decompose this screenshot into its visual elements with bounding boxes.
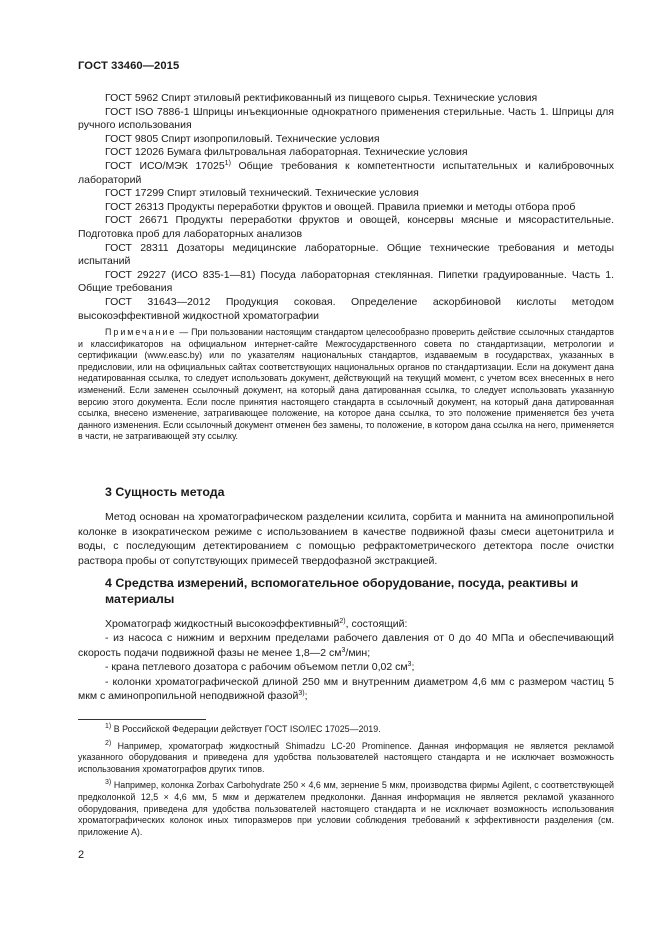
section-3-heading: 3 Сущность метода <box>105 485 225 499</box>
page-number: 2 <box>78 849 85 861</box>
unit-superscript: 3 <box>407 661 412 669</box>
section-3-body <box>78 510 614 568</box>
reference-title: Общие требования к компетентности испытательных и калибровочных лабораторий <box>78 159 614 186</box>
section-4-body <box>78 617 614 703</box>
note-block <box>78 327 614 443</box>
footnote-mark: 2) <box>105 739 112 747</box>
reference-item: ГОСТ 12026 Бумага фильтровальная лабораторная. Технические условия <box>105 146 468 159</box>
footnote-ref: 3) <box>298 690 305 698</box>
section-4-heading: 4 Средства измерений, вспомогательное оборудование, посуда, реактивы и материалы <box>105 576 579 606</box>
footnote-ref: 2) <box>339 618 346 625</box>
section-3-text: Метод основан на хроматографическом разделении ксилита, сорбита и маннита на аминопропильной колонке в изократическом режиме с использованием в качестве подвижной фазы смеси ацетонитрила и воды, с последующим детектированием с помощью рефрактометрического детектора после очистки раствора пробы от сопутствующих примесей твердофазной экстракцией. <box>78 511 614 567</box>
list-item: - колонки хроматографической длиной 250 мм и внутренним диаметром 4,6 мм с размером частиц 5 мкм с аминопропильной неподвижной фазой$^{3)}$; <box>78 675 614 703</box>
reference-code: ГОСТ ИСО/МЭК 17025 <box>105 159 225 172</box>
reference-item: ГОСТ 26671 Продукты переработки фруктов и овощей, консервы мясные и мясорастительные. Подготовка проб для лабораторных анализов <box>78 214 614 240</box>
reference-item: ГОСТ ISO 7886-1 Шприцы инъекционные однократного применения стерильные. Часть 1. Шприцы для ручного использования <box>78 105 614 132</box>
reference-item: ГОСТ 17299 Спирт этиловый технический. Технические условия <box>105 187 419 200</box>
footnote-ref: 1) <box>224 159 231 167</box>
document-header: ГОСТ 33460—2015 <box>78 60 180 72</box>
footnote: $^{1)}$ В Российской Федерации действует ГОСТ ISO/IEC 17025—2019. <box>105 723 381 734</box>
footnotes <box>78 724 614 843</box>
unit-superscript: 3 <box>341 646 346 654</box>
reference-item: ГОСТ 29227 (ИСО 835-1—81) Посуда лабораторная стеклянная. Пипетки градуированные. Часть 1. Общие требования <box>78 268 614 295</box>
note-text: — При пользовании настоящим стандартом целесообразно проверить действие ссылочных стандартов и классификаторов на официальном интернет-сайте Межгосударственного совета по стандартизации, метрологии и сертификации (www.easc.by) или по указателям национальных стандартов, издаваемым в государствах, указанных в предисловии, или на официальных сайтах соответствующих национальных органов по стандартизации. Если на документ дана недатированная ссылка, то следует использовать документ, действующий на текущий момент, с учетом всех внесенных в него изменений. Если заменен ссылочный документ, на который дана датированная ссылка, то следует использовать указанную версию этого документа. Если после принятия настоящего стандарта в ссылочный документ, на который дана датированная ссылка, внесено изменение, затрагивающее положение, на которое дана ссылка, то это положение применяется без учета данного изменения. Если ссылочный документ отменен без замены, то положение, в котором дана ссылка на него, применяется в части, не затрагивающей эту ссылку. <box>78 327 614 442</box>
footnote-mark: 1) <box>105 723 112 730</box>
section-4-intro: Хроматограф жидкостный высокоэффективный$^{2)}$, состоящий: <box>105 618 408 630</box>
footnote: $^{2)}$ Например, хроматограф жидкостный Shimadzu LC-20 Prominence. Данная информация не является рекламой указанного оборудования и приведена для удобства пользователей настоящего стандарта и не исключает возможность использования хроматографов других типов. <box>78 739 614 774</box>
footnote: $^{3)}$ Например, колонка Zorbax Carbohydrate 250 × 4,6 мм, зернение 5 мкм, производства фирмы Agilent, с соответствующей предколонкой 12,5 × 4,6 мм, 5 мкм и держателем предколонки. Данная информация не является рекламой указанного оборудования, приведена для удобства пользователей настоящего стандарта и не исключает возможность использования хроматографических колонок иных типоразмеров при условии соблюдения требований к эффективности разделения (см. приложение А). <box>78 779 614 837</box>
reference-item: ГОСТ 26313 Продукты переработки фруктов и овощей. Правила приемки и методы отбора проб <box>105 200 576 213</box>
note-label: Примечание <box>105 327 177 337</box>
reference-item: ГОСТ 5962 Спирт этиловый ректификованный из пищевого сырья. Технические условия <box>105 92 538 104</box>
reference-item: ГОСТ 31643—2012 Продукция соковая. Определение аскорбиновой кислоты методом высокоэффективной жидкостной хроматографии <box>78 295 614 322</box>
reference-item: ГОСТ 28311 Дозаторы медицинские лабораторные. Общие технические требования и методы испытаний <box>78 241 614 268</box>
list-item: - из насоса с нижним и верхним пределами рабочего давления от 0 до 40 МПа и обеспечивающий скорость подачи подвижной фазы не менее 1,8—2 $см^3$/мин; <box>78 632 614 659</box>
footnote-mark: 3) <box>105 779 112 787</box>
footnote-divider <box>78 719 206 720</box>
reference-item <box>78 160 614 187</box>
list-item: - крана петлевого дозатора с рабочим объемом петли 0,02 $см^3$; <box>105 661 415 674</box>
normative-references-list <box>78 92 614 323</box>
reference-item: ГОСТ 9805 Спирт изопропиловый. Технические условия <box>105 132 380 145</box>
